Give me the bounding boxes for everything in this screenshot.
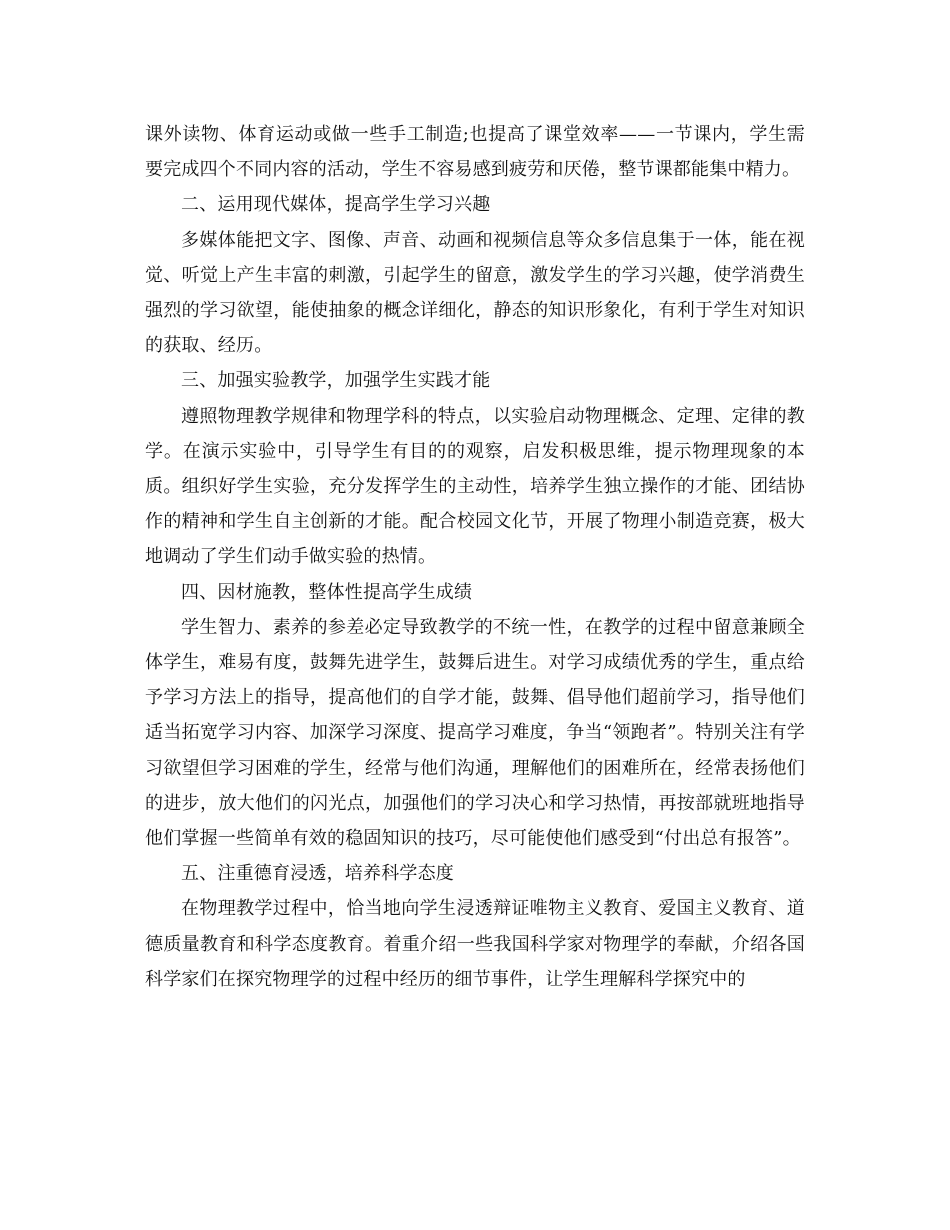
paragraph-experiments: 遵照物理教学规律和物理学科的特点，以实验启动物理概念、定理、定律的教学。在演示实验中，引导学生有目的的观察，启发积极思维，提示物理现象的本质。组织好学生实验，充分发挥学生的主动性，培养学生独立操作的才能、团结协作的精神和学生自主创新的才能。配合校园文化节，开展了物理小制造竞赛，极大地调动了学生们动手做实验的热情。 bbox=[145, 405, 805, 568]
section-heading-2: 二、运用现代媒体，提高学生学习兴趣 bbox=[181, 194, 491, 216]
paragraph-individualized-teaching: 学生智力、素养的参差必定导致教学的不统一性，在教学的过程中留意兼顾全体学生，难易有度，鼓舞先进学生，鼓舞后进生。对学习成绩优秀的学生，重点给予学习方法上的指导，提高他们的自学才能，鼓舞、倡导他们超前学习，指导他们适当拓宽学习内容、加深学习深度、提高学习难度，争当“领跑者”。特别关注有学习欲望但学习困难的学生，经常与他们沟通，理解他们的困难所在，经常表扬他们的进步，放大他们的闪光点，加强他们的学习决心和学习热情，再按部就班地指导他们掌握一些简单有效的稳固知识的技巧，尽可能使他们感受到“付出总有报答”。 bbox=[145, 616, 805, 850]
document-body bbox=[145, 117, 805, 997]
paragraph-moral-education: 在物理教学过程中，恰当地向学生浸透辩证唯物主义教育、爱国主义教育、道德质量教育和科学态度教育。着重介绍一些我国科学家对物理学的奉献，介绍各国科学家们在探究物理学的过程中经历的细节事件，让学生理解科学探究中的 bbox=[145, 898, 805, 990]
section-heading-4: 四、因材施教，整体性提高学生成绩 bbox=[181, 581, 473, 603]
paragraph-multimedia: 多媒体能把文字、图像、声音、动画和视频信息等众多信息集于一体，能在视觉、听觉上产生丰富的刺激，引起学生的留意，激发学生的学习兴趣，使学消费生强烈的学习欲望，能使抽象的概念详细化，静态的知识形象化，有利于学生对知识的获取、经历。 bbox=[145, 229, 805, 357]
section-heading-3: 三、加强实验教学，加强学生实践才能 bbox=[181, 370, 491, 392]
section-heading-5: 五、注重德育浸透，培养科学态度 bbox=[181, 863, 454, 885]
paragraph-continuation: 课外读物、体育运动或做一些手工制造;也提高了课堂效率——一节课内，学生需要完成四个不同内容的活动，学生不容易感到疲劳和厌倦，整节课都能集中精力。 bbox=[145, 124, 805, 181]
